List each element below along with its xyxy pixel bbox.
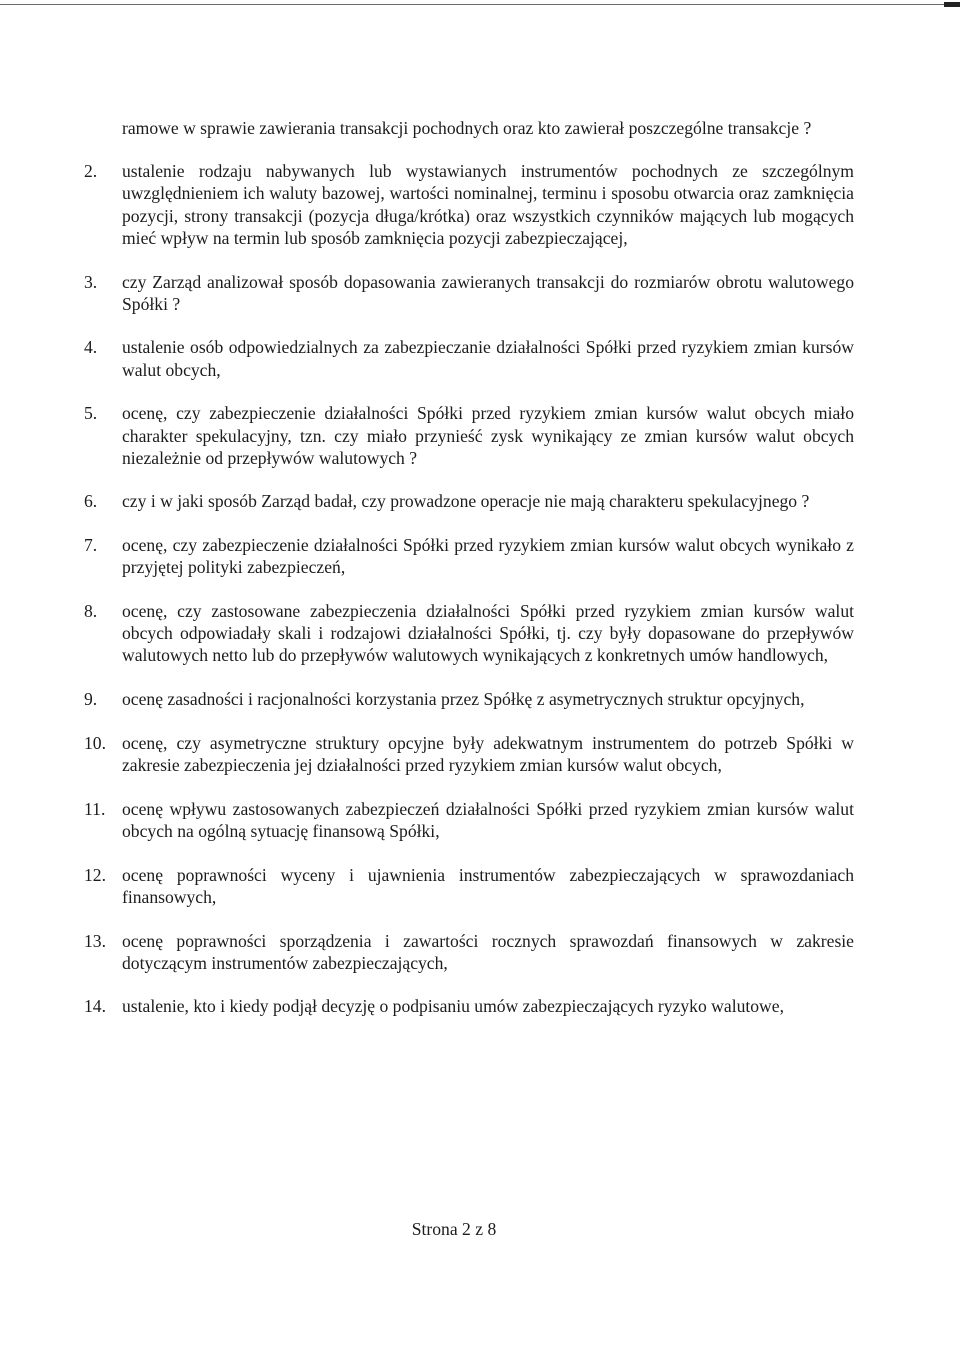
- item-number: 6.: [84, 491, 98, 512]
- list-item: [84, 336, 854, 380]
- top-scan-mark: [944, 2, 960, 7]
- list-item: [84, 271, 854, 315]
- list-item: [84, 160, 854, 249]
- item-text: ocenę poprawności sporządzenia i zawartości rocznych sprawozdań finansowych w zakresie dotyczącym instrumentów zabezpieczających,: [122, 930, 854, 973]
- list-item: [84, 930, 854, 974]
- list-item: [84, 600, 854, 667]
- item-text: ustalenie, kto i kiedy podjął decyzję o podpisaniu umów zabezpieczających ryzyko walutowe,: [122, 996, 784, 1017]
- item-text: ocenę, czy zabezpieczenie działalności Spółki przed ryzykiem zmian kursów walut obcych miało charakter spekulacyjny, tzn. czy miało przynieść zysk wynikający ze zmian kursów walut obcych niezależnie od przepływów walutowych ?: [122, 403, 854, 468]
- item-number: 7.: [84, 535, 98, 556]
- item-text: ustalenie rodzaju nabywanych lub wystawianych instrumentów pochodnych ze szczególnym uwzględnieniem ich waluty bazowej, wartości nominalnej, terminu i sposobu otwarcia oraz zamknięcia pozycji, strony transakcji (pozycja długa/krótka) oraz wszystkich czynników mających lub mogących mieć wpływ na termin lub sposób zamknięcia pozycji zabezpieczającej,: [122, 161, 854, 248]
- list-item: [84, 688, 854, 710]
- item-text: ocenę, czy zastosowane zabezpieczenia działalności Spółki przed ryzykiem zmian kursów walut obcych odpowiadały skali i rodzajowi działalności Spółki, tj. czy były dopasowane do przepływów walutowych netto lub do przepływów walutowych wynikających z konkretnych umów handlowych,: [122, 601, 854, 666]
- item-text: ocenę zasadności i racjonalności korzystania przez Spółkę z asymetrycznych struktur opcyjnych,: [122, 689, 805, 710]
- page-footer: [0, 1219, 908, 1240]
- item-text: czy i w jaki sposób Zarząd badał, czy prowadzone operacje nie mają charakteru spekulacyjnego ?: [122, 491, 810, 512]
- page-number-label: Strona 2 z 8: [411, 1219, 497, 1239]
- lead-paragraph: ramowe w sprawie zawierania transakcji pochodnych oraz kto zawierał poszczególne transakcje ?: [122, 118, 812, 138]
- item-number: 9.: [84, 689, 98, 710]
- item-number: 11.: [84, 798, 106, 819]
- list-item: [84, 798, 854, 842]
- item-number: 13.: [84, 930, 106, 951]
- list-item: [84, 864, 854, 908]
- item-text: ustalenie osób odpowiedzialnych za zabezpieczanie działalności Spółki przed ryzykiem zmian kursów walut obcych,: [122, 337, 854, 380]
- list-item: [84, 490, 854, 512]
- item-number: 2.: [84, 161, 98, 182]
- item-number: 10.: [84, 732, 106, 753]
- item-text: ocenę wpływu zastosowanych zabezpieczeń działalności Spółki przed ryzykiem zmian kursów walut obcych na ogólną sytuację finansową Spółki,: [122, 798, 854, 841]
- item-number: 3.: [84, 271, 98, 292]
- item-text: ocenę poprawności wyceny i ujawnienia instrumentów zabezpieczających w sprawozdaniach finansowych,: [122, 864, 854, 907]
- item-number: 12.: [84, 864, 106, 885]
- item-number: 5.: [84, 403, 98, 424]
- item-text: ocenę, czy asymetryczne struktury opcyjne były adekwatnym instrumentem do potrzeb Spółki w zakresie zabezpieczenia jej działalności przed ryzykiem zmian kursów walut obcych,: [122, 732, 854, 776]
- item-text: czy Zarząd analizował sposób dopasowania zawieranych transakcji do rozmiarów obrotu walutowego Spółki ?: [122, 271, 854, 314]
- list-item: [84, 995, 854, 1017]
- item-number: 4.: [84, 337, 98, 358]
- item-number: 8.: [84, 601, 98, 622]
- item-number: 14.: [84, 996, 106, 1017]
- list-item: [84, 732, 854, 776]
- top-scan-rule: [0, 4, 960, 5]
- list-item: [84, 402, 854, 469]
- list-item: [84, 534, 854, 578]
- item-text: ocenę, czy zabezpieczenie działalności Spółki przed ryzykiem zmian kursów walut obcych wynikało z przyjętej polityki zabezpieczeń,: [122, 535, 854, 578]
- document-body: [84, 117, 854, 1039]
